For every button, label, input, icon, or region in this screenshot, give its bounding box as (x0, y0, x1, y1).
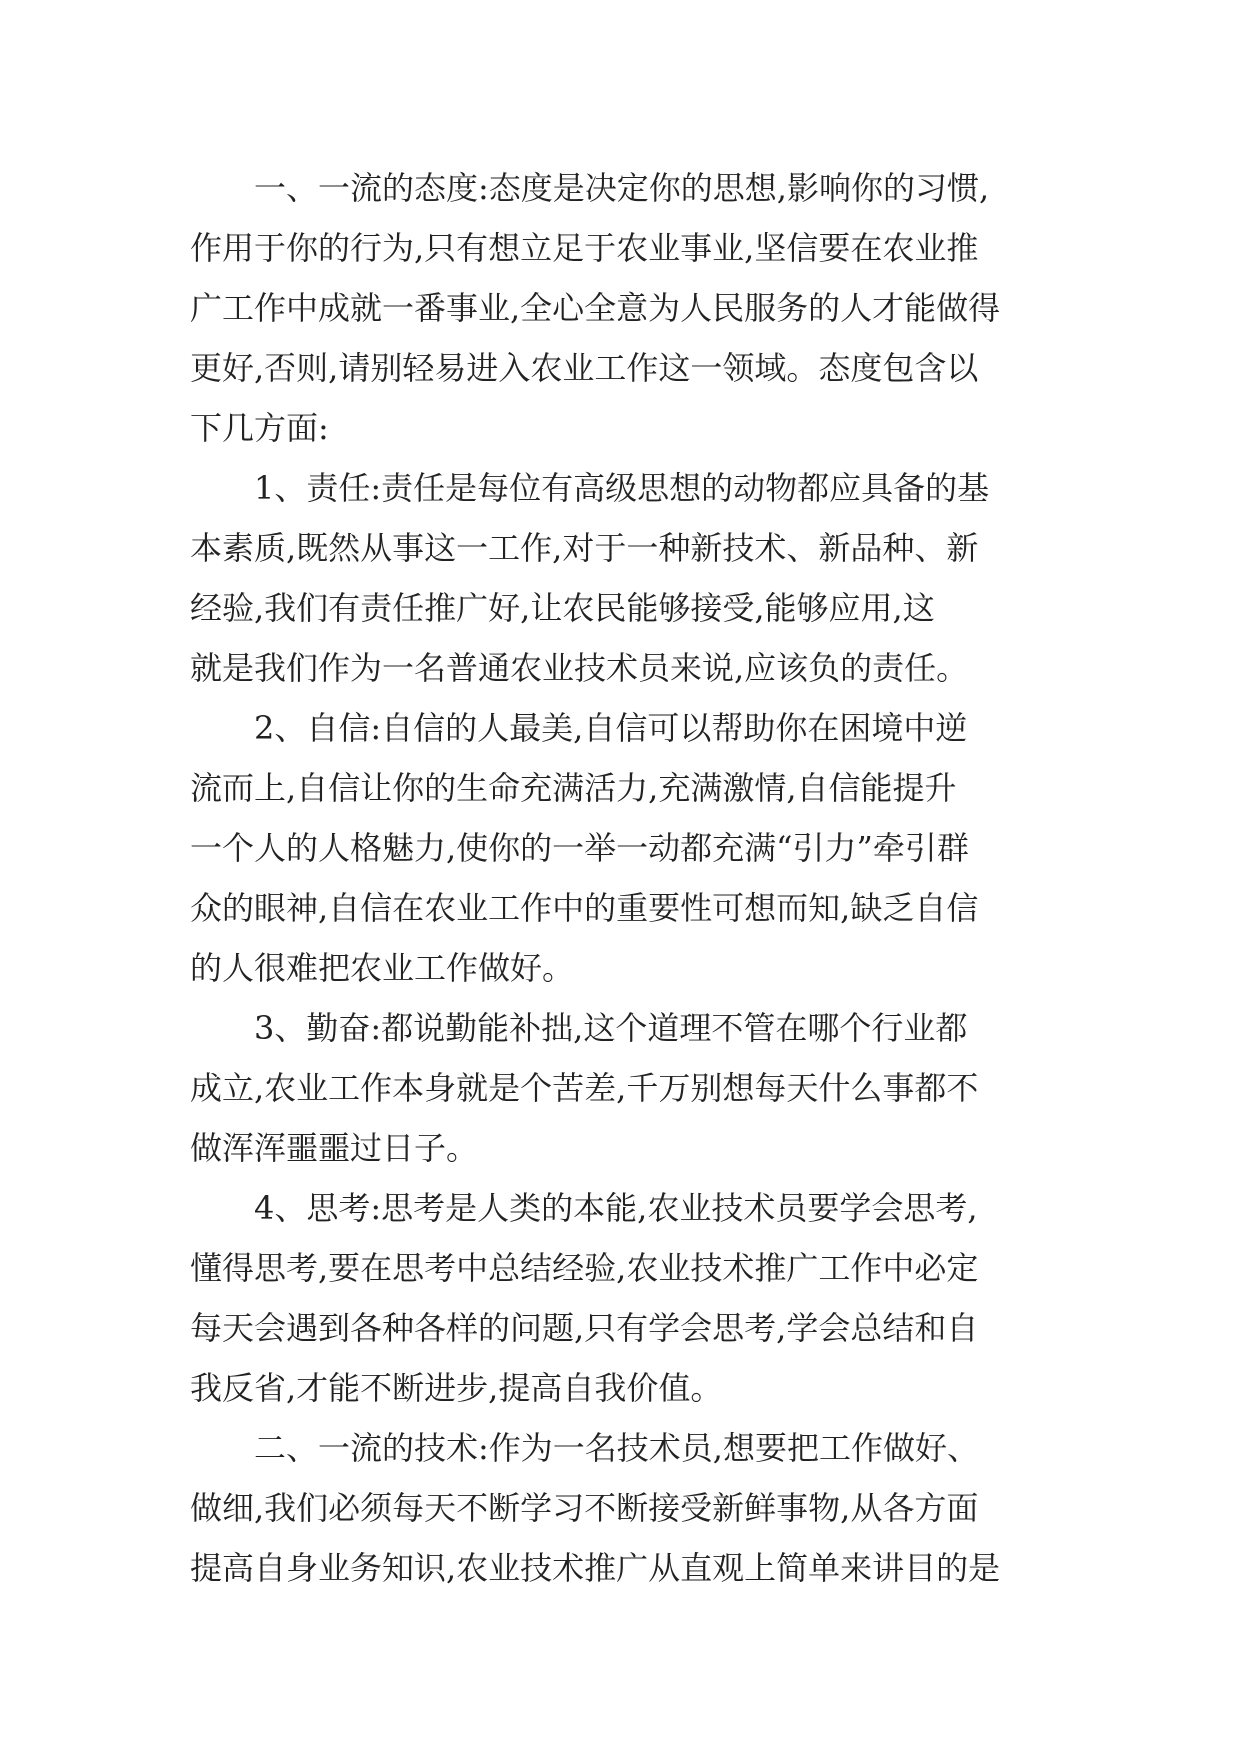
text-line: 3、勤奋:都说勤能补拙,这个道理不管在哪个行业都 (254, 1009, 968, 1047)
document-body (190, 158, 1050, 1598)
text-line: 一、一流的态度:态度是决定你的思想,影响你的习惯, (254, 169, 990, 207)
text-line: 2、自信:自信的人最美,自信可以帮助你在困境中逆 (254, 709, 968, 747)
text-line: 做浑浑噩噩过日子。 (190, 1129, 479, 1167)
paragraph-confidence (190, 698, 1050, 998)
text-line: 下几方面: (190, 409, 329, 447)
text-line: 1、责任:责任是每位有高级思想的动物都应具备的基 (254, 469, 990, 507)
text-line: 二、一流的技术:作为一名技术员,想要把工作做好、 (254, 1429, 979, 1467)
text-line: 流而上,自信让你的生命充满活力,充满激情,自信能提升 (190, 769, 957, 807)
text-line: 4、思考:思考是人类的本能,农业技术员要学会思考, (254, 1189, 978, 1227)
text-line: 经验,我们有责任推广好,让农民能够接受,能够应用,这 (190, 589, 935, 627)
paragraph-diligence (190, 998, 1050, 1178)
text-line: 我反省,才能不断进步,提高自我价值。 (190, 1369, 723, 1407)
text-line: 广工作中成就一番事业,全心全意为人民服务的人才能做得 (190, 289, 1001, 327)
text-line: 就是我们作为一名普通农业技术员来说,应该负的责任。 (190, 649, 969, 687)
text-line: 作用于你的行为,只有想立足于农业事业,坚信要在农业推 (190, 229, 979, 267)
text-line: 提高自身业务知识,农业技术推广从直观上简单来讲目的是 (190, 1549, 1001, 1587)
text-line: 本素质,既然从事这一工作,对于一种新技术、新品种、新 (190, 529, 979, 567)
text-line: 更好,否则,请别轻易进入农业工作这一领域。态度包含以 (190, 349, 979, 387)
paragraph-attitude (190, 158, 1050, 458)
text-line: 一个人的人格魅力,使你的一举一动都充满“引力”牵引群 (190, 829, 969, 867)
text-line: 的人很难把农业工作做好。 (190, 949, 575, 987)
text-line: 每天会遇到各种各样的问题,只有学会思考,学会总结和自 (190, 1309, 979, 1347)
paragraph-responsibility (190, 458, 1050, 698)
paragraph-thinking (190, 1178, 1050, 1418)
paragraph-technique (190, 1418, 1050, 1598)
text-line: 做细,我们必须每天不断学习不断接受新鲜事物,从各方面 (190, 1489, 979, 1527)
text-line: 众的眼神,自信在农业工作中的重要性可想而知,缺乏自信 (190, 889, 979, 927)
text-line: 成立,农业工作本身就是个苦差,千万别想每天什么事都不 (190, 1069, 979, 1107)
text-line: 懂得思考,要在思考中总结经验,农业技术推广工作中必定 (190, 1249, 979, 1287)
